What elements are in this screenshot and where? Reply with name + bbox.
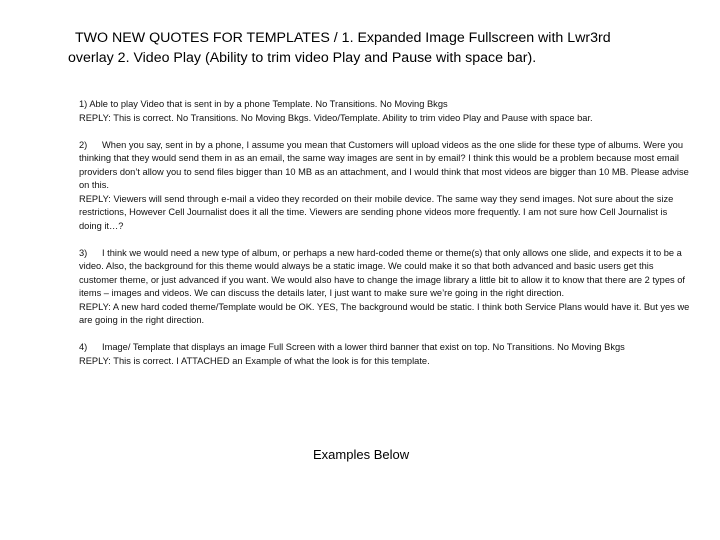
item-number: 4) xyxy=(79,342,88,352)
title-line-2: overlay 2. Video Play (Ability to trim video Play and Pause with space bar). xyxy=(68,50,537,66)
question-paragraph xyxy=(79,139,691,193)
item-number: 3) xyxy=(79,247,88,258)
page-title xyxy=(68,28,668,68)
qa-item-1 xyxy=(79,98,691,125)
question-text: I think we would need a new type of album, or perhaps a new hard-coded theme or theme(s) that only allows one slide, and expects it to be a video. Also, the background for this theme would always be a static image. We could make it so that both advanced and basic users get this customer theme, or just advanced if you want. We would also have to change the image library a little bit to allow it to know that there are 2 types of items – images and videos. We can discuss the details later, I just want to make sure we’re going in the right direction. xyxy=(79,247,685,298)
reply-text: REPLY: Viewers will send through e-mail a video they recorded on their mobile device. The same way they send images. Not sure about the size restrictions, However Cell Journalist does it all the time. Viewers are sending phone videos more frequently. I am not sure how Cell Journalist is doing it…? xyxy=(79,193,674,231)
qa-item-4 xyxy=(79,341,691,368)
question-text: 1) Able to play Video that is sent in by a phone Template. No Transitions. No Moving Bkgs xyxy=(79,99,448,109)
question-text: Image/ Template that displays an image Full Screen with a lower third banner that exist on top. No Transitions. No Moving Bkgs xyxy=(102,342,625,352)
reply-text: REPLY: This is correct. No Transitions. No Moving Bkgs. Video/Template. Ability to trim video Play and Pause with space bar. xyxy=(79,112,593,123)
examples-heading: Examples Below xyxy=(313,447,410,462)
qa-item-3 xyxy=(79,247,691,328)
reply-text: REPLY: This is correct. I ATTACHED an Example of what the look is for this template. xyxy=(79,355,430,366)
title-line-1: TWO NEW QUOTES FOR TEMPLATES / 1. Expanded Image Fullscreen with Lwr3rd xyxy=(75,30,611,46)
question-paragraph xyxy=(79,341,691,355)
question-text: When you say, sent in by a phone, I assume you mean that Customers will upload videos as the one slide for these type of albums. Were you thinking that they would send them in as an email, the same way images are sent in by email? I think this would be a problem because most email providers don’t allow you to send files bigger than 10 MB as an attachment, and I would think that most videos are bigger than 10 MB. Please advise on this. xyxy=(79,139,689,190)
item-number: 2) xyxy=(79,139,88,150)
qa-list xyxy=(79,98,691,382)
question-paragraph xyxy=(79,247,691,301)
reply-text: REPLY: A new hard coded theme/Template would be OK. YES, The background would be static. I think both Service Plans would have it. But yes we are going in the right direction. xyxy=(79,301,690,325)
qa-item-2 xyxy=(79,139,691,234)
